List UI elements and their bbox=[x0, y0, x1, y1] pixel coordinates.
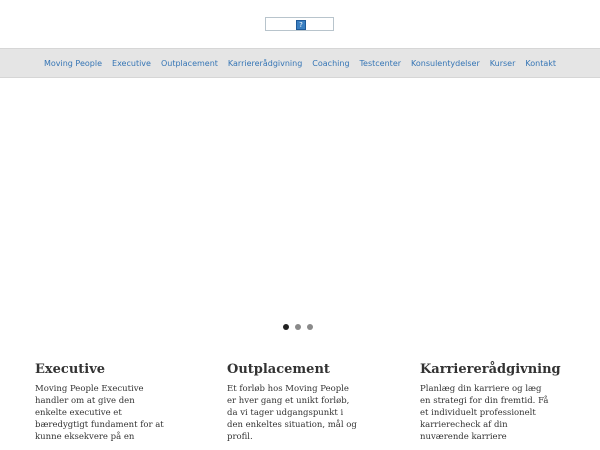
feature-column-karriereraadgivning bbox=[420, 362, 561, 443]
feature-text: Et forløb hos Moving People er hver gang et unikt forløb, da vi tager udgangspunkt i den enkeltes situation, mål og profil. bbox=[227, 384, 357, 442]
header bbox=[0, 0, 600, 48]
feature-text: Moving People Executive handler om at give den enkelte executive et bæredygtigt fundament for at kunne eksekvere på en bbox=[35, 384, 164, 442]
slider-dot-1[interactable] bbox=[283, 324, 289, 330]
feature-column-executive bbox=[35, 362, 165, 443]
nav-item-testcenter[interactable]: Testcenter bbox=[359, 58, 402, 68]
nav-item-outplacement[interactable]: Outplacement bbox=[160, 58, 218, 68]
feature-title[interactable]: Executive bbox=[35, 362, 106, 377]
search-input[interactable] bbox=[265, 17, 334, 31]
slider-pagination bbox=[283, 324, 319, 330]
nav-item-executive[interactable]: Executive bbox=[112, 58, 151, 68]
hero-slider bbox=[0, 78, 600, 338]
feature-text: Planlæg din karriere og læg en strategi for din fremtid. Få et individuelt professionelt karrierecheck af din nuværende karriere bbox=[420, 384, 549, 442]
nav-item-karriereraadgivning[interactable]: Karriererådgivning bbox=[227, 58, 303, 68]
main-navigation bbox=[0, 48, 600, 78]
slider-dot-3[interactable] bbox=[307, 324, 313, 330]
search-button-icon[interactable]: ? bbox=[296, 20, 306, 30]
nav-item-konsulentydelser[interactable]: Konsulentydelser bbox=[411, 58, 480, 68]
nav-item-moving-people[interactable]: Moving People bbox=[43, 58, 103, 68]
nav-item-kurser[interactable]: Kurser bbox=[489, 58, 516, 68]
nav-item-kontakt[interactable]: Kontakt bbox=[525, 58, 556, 68]
feature-column-outplacement bbox=[227, 362, 357, 443]
nav-item-coaching[interactable]: Coaching bbox=[312, 58, 350, 68]
feature-title[interactable]: Outplacement bbox=[227, 362, 330, 377]
feature-title[interactable]: Karriererådgivning bbox=[420, 362, 561, 377]
slider-dot-2[interactable] bbox=[295, 324, 301, 330]
